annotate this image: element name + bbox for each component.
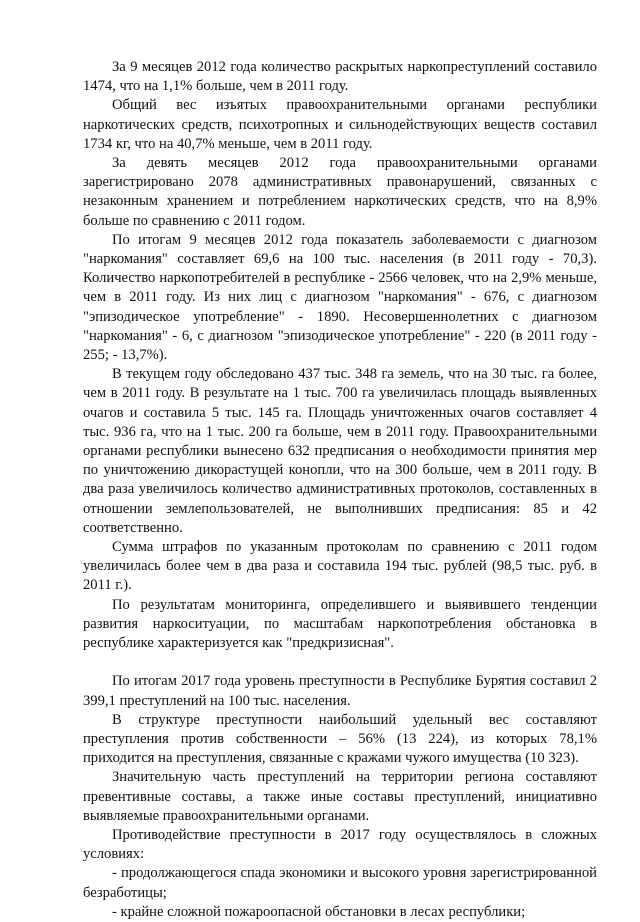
paragraph-fines: Сумма штрафов по указанным протоколам по сравнению с 2011 годом увеличилась более чем в два раза и составила 194 тыс. рублей (98,5 тыс. руб. в 2011 г.). bbox=[83, 539, 597, 594]
paragraph-preventive: Значительную часть преступлений на территории региона составляют превентивные составы, а также иные составы преступлений, инициативно выявляемые правоохранительными органами. bbox=[83, 769, 597, 824]
paragraph-drugs-seized: Общий вес изъятых правоохранительными органами республики наркотических средств, психотропных и сильнодействующих веществ составил 1734 кг, что на 40,7% меньше, чем в 2011 году. bbox=[83, 97, 597, 152]
paragraph-morbidity: По итогам 9 месяцев 2012 года показатель заболеваемости с диагнозом "наркомания" составляет 69,6 на 100 тыс. населения (в 2011 году - 70,3). Количество наркопотребителей в республике - 2566 человек, что на 2,9% меньше, чем в 2011 году. Из них лиц с диагнозом "наркомания" - 676, с диагнозом "эпизодическое употребление" - 1890. Несовершеннолетних с диагнозом "наркомания" - 6, с диагнозом "эпизодическое употребление" - 220 (в 2011 году - 255; - 13,7%). bbox=[83, 231, 597, 364]
paragraph-crime-structure: В структуре преступности наибольший удельный вес составляют преступления против собственности – 56% (13 224), из которых 78,1% приходится на преступления, связанные с кражами чужого имущества (10 323). bbox=[83, 711, 597, 767]
section-gap bbox=[83, 653, 597, 672]
paragraph-conditions: Противодействие преступности в 2017 году осуществлялось в сложных условиях: bbox=[83, 826, 597, 863]
list-item-economy: - продолжающегося спада экономики и высокого уровня зарегистрированной безработицы; bbox=[83, 865, 597, 901]
paragraph-land-survey: В текущем году обследовано 437 тыс. 348 га земель, что на 30 тыс. га более, чем в 2011 году. В результате на 1 тыс. 700 га увеличилась площадь выявленных очагов и составила 5 тыс. 145 га. Площадь уничтоженных очагов составляет 4 тыс. 936 га, что на 1 тыс. 200 га больше, чем в 2011 году. Правоохранительными органами республики вынесено 632 предписания о необходимости принятия мер по уничтожению дикорастущей конопли, что на 300 больше, чем в 2011 году. В два раза увеличилось количество административных протоколов, составленных в отношении землепользователей, не выполнивших предписания: 85 и 42 соответственно. bbox=[83, 366, 597, 536]
paragraph-crimes-solved: За 9 месяцев 2012 года количество раскрытых наркопреступлений составило 1474, что на 1,1% больше, чем в 2011 году. bbox=[83, 59, 597, 95]
paragraph-monitoring: По результатам мониторинга, определившего и выявившего тенденции развития наркоситуации, по масштабам наркопотребления обстановка в республике характеризуется как "предкризисная". bbox=[83, 596, 597, 652]
list-item-fire: - крайне сложной пожароопасной обстановки в лесах республики; bbox=[112, 903, 526, 920]
paragraph-crime-level-2017: По итогам 2017 года уровень преступности в Республике Бурятия составил 2 399,1 преступлений на 100 тыс. населения. bbox=[83, 673, 597, 709]
paragraph-admin-offenses: За девять месяцев 2012 года правоохранительными органами зарегистрировано 2078 административных правонарушений, связанных с незаконным хранением и потреблением наркотических средств, что на 8,9% больше по сравнению с 2011 годом. bbox=[83, 155, 597, 229]
